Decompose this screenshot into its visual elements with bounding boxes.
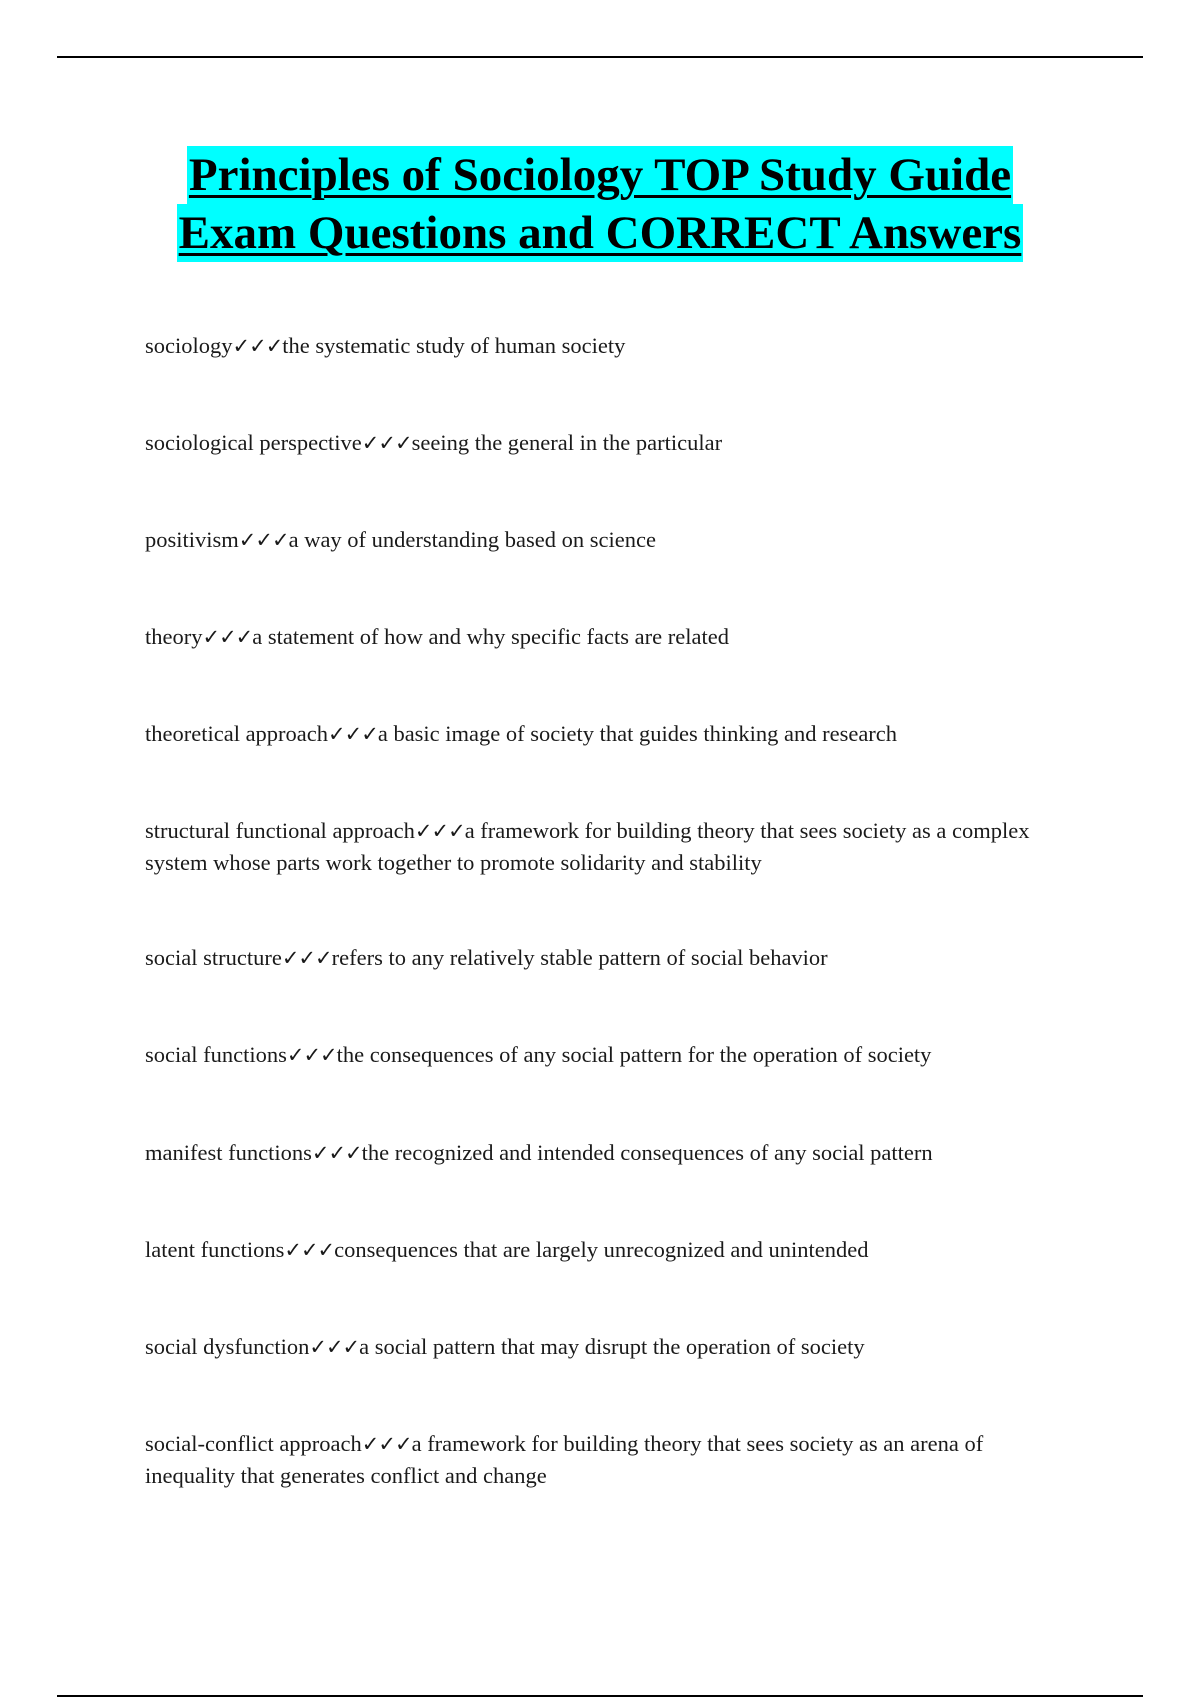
entry-definition: a framework for building theory that sees society as a complex system whose parts work together to promote solidarity and stability [145,818,1030,875]
entry-term: theoretical approach [145,721,329,746]
list-item [145,427,1075,459]
list-item [145,815,1075,878]
entry-term: sociology [145,333,233,358]
entry-definition: a way of understanding based on science [288,527,656,552]
check-marks-icon: ✓✓✓ [232,334,283,358]
check-marks-icon: ✓✓✓ [238,528,289,552]
check-marks-icon: ✓✓✓ [309,1335,360,1359]
list-item [145,330,1075,362]
entry-term: theory [145,624,203,649]
entry-definition: a framework for building theory that sees society as an arena of inequality that generates conflict and change [145,1431,984,1488]
check-marks-icon: ✓✓✓ [361,431,412,455]
list-item [145,718,1075,750]
list-item [145,1039,1075,1071]
check-marks-icon: ✓✓✓ [361,1432,412,1456]
entry-term: sociological perspective [145,430,362,455]
entry-definition: the consequences of any social pattern for the operation of society [336,1042,932,1067]
check-marks-icon: ✓✓✓ [328,722,378,746]
list-item [145,621,1075,653]
entry-term: social structure [145,945,282,970]
entry-definition: consequences that are largely unrecognized and unintended [334,1237,869,1262]
entry-term: positivism [145,527,239,552]
check-marks-icon: ✓✓✓ [311,1141,362,1165]
entry-definition: a social pattern that may disrupt the operation of society [359,1334,865,1359]
document-title [0,146,1200,262]
check-marks-icon: ✓✓✓ [414,819,465,843]
entry-definition: the systematic study of human society [282,333,626,358]
top-rule [57,56,1143,58]
title-line-2: Exam Questions and CORRECT Answers [177,204,1024,262]
list-item [145,1234,1075,1266]
title-line-1: Principles of Sociology TOP Study Guide [187,146,1013,204]
entry-term: social functions [145,1042,287,1067]
check-marks-icon: ✓✓✓ [202,625,253,649]
bottom-rule [57,1695,1143,1697]
entry-definition: seeing the general in the particular [411,430,723,455]
entry-term: structural functional approach [145,818,415,843]
entry-term: social dysfunction [145,1334,310,1359]
check-marks-icon: ✓✓✓ [281,946,332,970]
check-marks-icon: ✓✓✓ [284,1238,335,1262]
list-item [145,1137,1075,1169]
entry-term: manifest functions [145,1140,312,1165]
list-item [145,1428,1075,1491]
check-marks-icon: ✓✓✓ [286,1043,337,1067]
entry-definition: a basic image of society that guides thinking and research [377,721,898,746]
entry-term: latent functions [145,1237,285,1262]
entry-definition: a statement of how and why specific facts are related [252,624,729,649]
list-item [145,942,1075,974]
entry-definition: refers to any relatively stable pattern of social behavior [331,945,828,970]
list-item [145,1331,1075,1363]
list-item [145,524,1075,556]
entry-definition: the recognized and intended consequences of any social pattern [361,1140,933,1165]
entry-term: social-conflict approach [145,1431,362,1456]
